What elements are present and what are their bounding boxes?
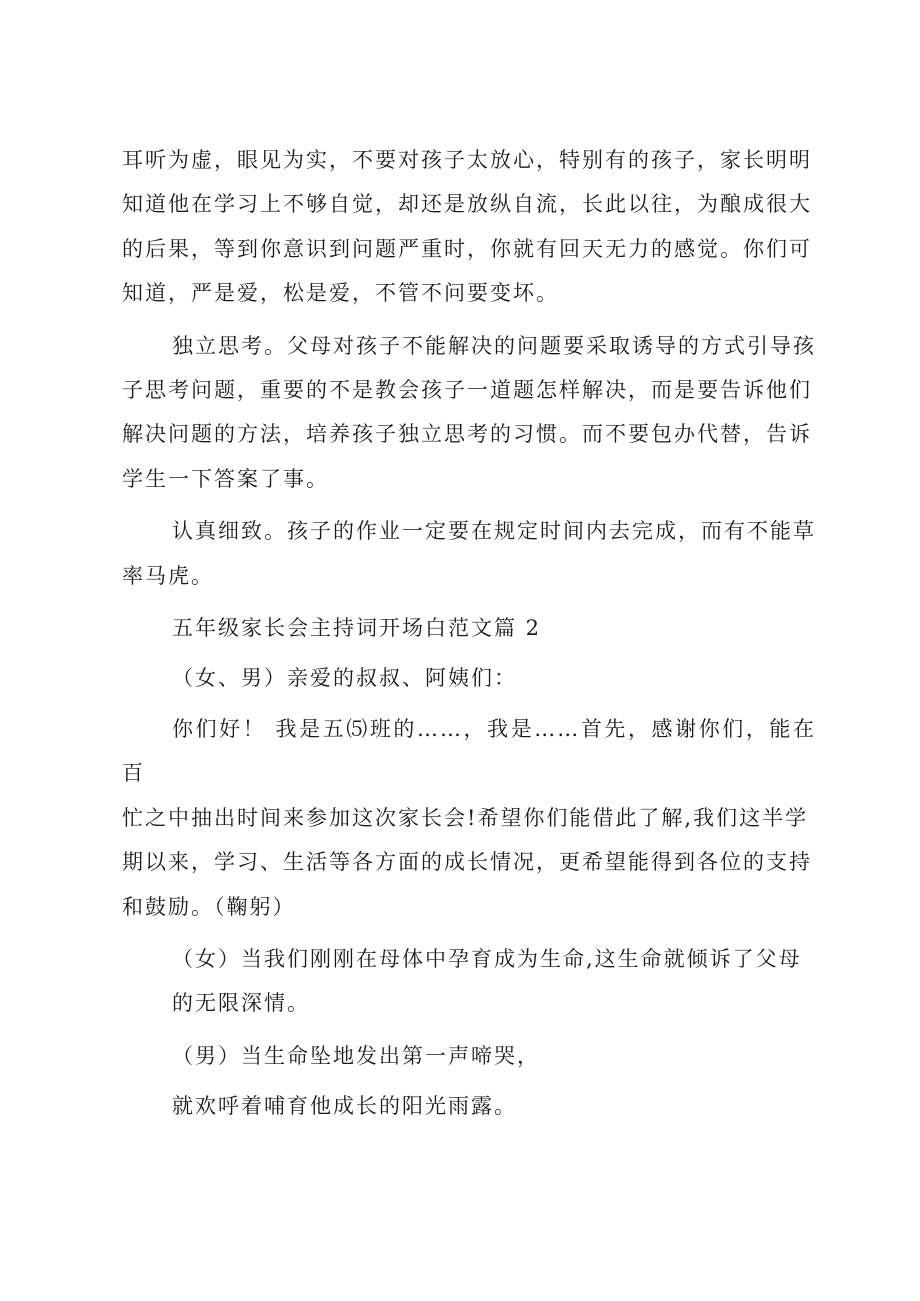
text-line: 解决问题的方法，培养孩子独立思考的习惯。而不要包办代替，告诉 bbox=[122, 422, 812, 447]
paragraph-female-host bbox=[122, 937, 816, 1026]
text-line: 耳听为虚，眼见为实，不要对孩子太放心，特别有的孩子，家长明明 bbox=[122, 148, 812, 172]
text-line: （女、男）亲爱的叔叔、阿姨们： bbox=[172, 666, 517, 691]
text-line: 你们好！ 我是五⑸班的……，我是……首先，感谢你们，能在百 bbox=[122, 716, 816, 786]
heading-text: 五年级家长会主持词开场白范文篇 2 bbox=[172, 616, 542, 641]
text-line: 子思考问题，重要的不是教会孩子一道题怎样解决，而是要告诉他们 bbox=[122, 378, 812, 403]
text-line: 学生一下答案了事。 bbox=[122, 466, 329, 491]
paragraph-parent-supervision bbox=[122, 138, 816, 316]
text-line: （男）当生命坠地发出第一声啼哭， bbox=[172, 1043, 540, 1068]
paragraph-male-host bbox=[122, 1034, 816, 1078]
text-line: （女）当我们刚刚在母体中孕育成为生命,这生命就倾诉了父母 bbox=[172, 946, 802, 971]
paragraph-male-host-continued bbox=[122, 1084, 816, 1128]
text-line: 和鼓励。（鞠躬） bbox=[122, 894, 296, 919]
text-line: 认真细致。孩子的作业一定要在规定时间内去完成，而有不能草 bbox=[172, 519, 816, 544]
paragraph-independent-thinking bbox=[122, 324, 816, 502]
text-line: 期以来，学习、生活等各方面的成长情况，更希望能得到各位的支持 bbox=[122, 850, 812, 875]
text-line: 忙之中抽出时间来参加这次家长会!希望你们能借此了解,我们这半学 bbox=[122, 805, 809, 830]
text-line: 率马虎。 bbox=[122, 563, 214, 588]
text-line: 就欢呼着哺育他成长的阳光雨露。 bbox=[172, 1094, 517, 1119]
paragraph-welcome bbox=[122, 707, 816, 929]
paragraph-careful-detail bbox=[122, 509, 816, 598]
section-heading bbox=[122, 606, 816, 650]
text-line: 的后果，等到你意识到问题严重时，你就有回天无力的感觉。你们可 bbox=[122, 236, 812, 261]
text-line: 独立思考。父母对孩子不能解决的问题要采取诱导的方式引导孩 bbox=[172, 333, 816, 358]
text-line: 知道，严是爱，松是爱，不管不问要变坏。 bbox=[122, 281, 559, 306]
paragraph-greeting bbox=[122, 656, 816, 700]
text-line: 的无限深情。 bbox=[172, 991, 310, 1016]
text-line: 知道他在学习上不够自觉，却还是放纵自流，长此以往，为酿成很大 bbox=[122, 192, 812, 217]
